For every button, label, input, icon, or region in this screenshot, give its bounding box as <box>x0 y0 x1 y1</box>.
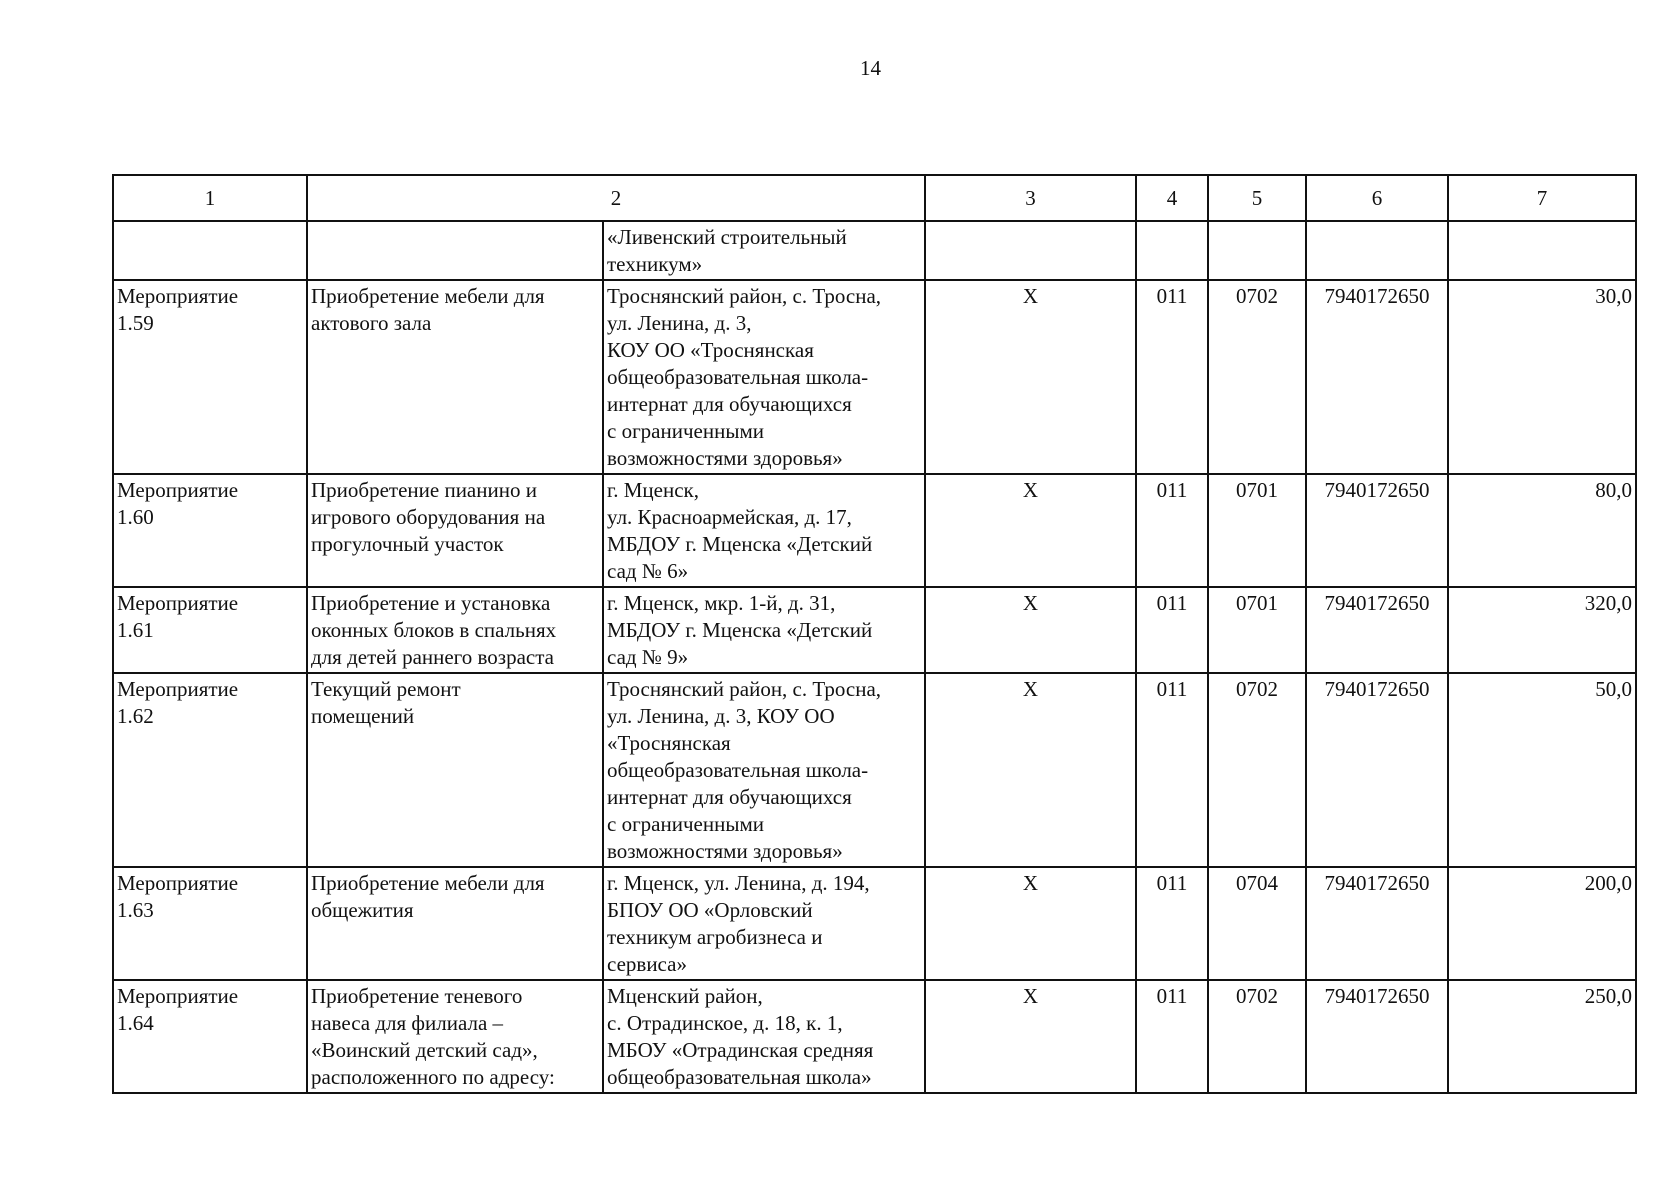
address-line: техникум» <box>607 252 703 276</box>
column-3-cell <box>925 221 1136 280</box>
table-row <box>113 474 1636 587</box>
address-cell <box>603 280 925 474</box>
address-line: общеобразовательная школа- <box>607 758 869 782</box>
column-3-cell: X <box>925 587 1136 673</box>
table-row <box>113 280 1636 474</box>
column-3-cell: X <box>925 474 1136 587</box>
measure-description-line: общежития <box>311 898 414 922</box>
address-line: с ограниченными <box>607 419 764 443</box>
column-3-cell: X <box>925 673 1136 867</box>
measure-description-line: для детей раннего возраста <box>311 645 554 669</box>
measure-description-cell <box>307 474 603 587</box>
measure-description-line: актового зала <box>311 311 432 335</box>
table-row <box>113 221 1636 280</box>
address-line: Троснянский район, с. Тросна, <box>607 284 882 308</box>
target-article-cell <box>1306 221 1448 280</box>
header-row <box>113 175 1636 221</box>
measure-id-line: Мероприятие <box>117 478 239 502</box>
amount-cell <box>1448 221 1636 280</box>
measure-description-cell <box>307 980 603 1093</box>
target-article-cell: 7940172650 <box>1306 280 1448 474</box>
address-cell <box>603 474 925 587</box>
ministry-code-cell: 011 <box>1136 587 1208 673</box>
section-code-cell: 0701 <box>1208 474 1306 587</box>
amount-cell: 30,0 <box>1448 280 1636 474</box>
section-code-cell: 0702 <box>1208 980 1306 1093</box>
measure-description-line: навеса для филиала – <box>311 1011 504 1035</box>
address-line: возможностями здоровья» <box>607 839 843 863</box>
column-3-cell: X <box>925 980 1136 1093</box>
measure-id-line: Мероприятие <box>117 591 239 615</box>
address-line: «Ливенский строительный <box>607 225 847 249</box>
measure-id-line: 1.62 <box>117 704 154 728</box>
address-line: ул. Ленина, д. 3, КОУ ОО <box>607 704 835 728</box>
ministry-code-cell: 011 <box>1136 474 1208 587</box>
amount-cell: 250,0 <box>1448 980 1636 1093</box>
header-cell-7: 7 <box>1448 175 1636 221</box>
measure-id-line: 1.59 <box>117 311 154 335</box>
address-line: МБДОУ г. Мценска «Детский <box>607 532 873 556</box>
table-row <box>113 867 1636 980</box>
header-cell-1: 1 <box>113 175 307 221</box>
measure-id-line: 1.64 <box>117 1011 154 1035</box>
target-article-cell: 7940172650 <box>1306 474 1448 587</box>
address-line: Троснянский район, с. Тросна, <box>607 677 882 701</box>
address-line: сад № 6» <box>607 559 689 583</box>
measure-description-line: прогулочный участок <box>311 532 504 556</box>
table-row <box>113 673 1636 867</box>
address-line: БПОУ ОО «Орловский <box>607 898 813 922</box>
measure-id-line: Мероприятие <box>117 284 239 308</box>
address-line: г. Мценск, мкр. 1-й, д. 31, <box>607 591 836 615</box>
measure-description-cell <box>307 867 603 980</box>
measure-description-cell <box>307 221 603 280</box>
measure-id-line: Мероприятие <box>117 677 239 701</box>
header-cell-5: 5 <box>1208 175 1306 221</box>
address-cell <box>603 867 925 980</box>
address-line: интернат для обучающихся <box>607 785 852 809</box>
target-article-cell: 7940172650 <box>1306 867 1448 980</box>
address-line: с. Отрадинское, д. 18, к. 1, <box>607 1011 843 1035</box>
measure-description-cell <box>307 280 603 474</box>
address-line: общеобразовательная школа» <box>607 1065 872 1089</box>
amount-cell: 320,0 <box>1448 587 1636 673</box>
ministry-code-cell: 011 <box>1136 867 1208 980</box>
header-cell-6: 6 <box>1306 175 1448 221</box>
section-code-cell: 0702 <box>1208 280 1306 474</box>
address-line: ул. Красноармейская, д. 17, <box>607 505 852 529</box>
ministry-code-cell: 011 <box>1136 980 1208 1093</box>
measure-description-line: игрового оборудования на <box>311 505 546 529</box>
address-line: г. Мценск, ул. Ленина, д. 194, <box>607 871 870 895</box>
measure-id-cell <box>113 280 307 474</box>
table-body <box>113 221 1636 1093</box>
measure-id-cell <box>113 980 307 1093</box>
address-line: сервиса» <box>607 952 687 976</box>
target-article-cell: 7940172650 <box>1306 673 1448 867</box>
measure-description-line: Приобретение и установка <box>311 591 551 615</box>
address-line: МБОУ «Отрадинская средняя <box>607 1038 874 1062</box>
section-code-cell: 0702 <box>1208 673 1306 867</box>
address-cell <box>603 221 925 280</box>
measure-id-line: Мероприятие <box>117 984 239 1008</box>
measure-id-line: 1.60 <box>117 505 154 529</box>
measure-id-cell <box>113 673 307 867</box>
address-line: «Троснянская <box>607 731 731 755</box>
address-line: МБДОУ г. Мценска «Детский <box>607 618 873 642</box>
measure-id-line: Мероприятие <box>117 871 239 895</box>
column-3-cell: X <box>925 280 1136 474</box>
address-line: общеобразовательная школа- <box>607 365 869 389</box>
measure-description-line: «Воинский детский сад», <box>311 1038 538 1062</box>
address-line: с ограниченными <box>607 812 764 836</box>
measure-description-line: Приобретение теневого <box>311 984 523 1008</box>
measure-id-cell <box>113 221 307 280</box>
measure-id-line: 1.61 <box>117 618 154 642</box>
amount-cell: 50,0 <box>1448 673 1636 867</box>
measure-description-line: Приобретение мебели для <box>311 871 545 895</box>
header-cell-2: 2 <box>307 175 925 221</box>
address-cell <box>603 587 925 673</box>
address-line: КОУ ОО «Троснянская <box>607 338 814 362</box>
ministry-code-cell <box>1136 221 1208 280</box>
measure-id-cell <box>113 867 307 980</box>
measure-id-line: 1.63 <box>117 898 154 922</box>
measure-description-line: Приобретение пианино и <box>311 478 537 502</box>
measure-description-cell <box>307 673 603 867</box>
measure-description-line: Приобретение мебели для <box>311 284 545 308</box>
budget-table <box>112 174 1637 1094</box>
target-article-cell: 7940172650 <box>1306 587 1448 673</box>
address-line: возможностями здоровья» <box>607 446 843 470</box>
measure-description-line: расположенного по адресу: <box>311 1065 555 1089</box>
section-code-cell <box>1208 221 1306 280</box>
measure-description-line: помещений <box>311 704 415 728</box>
address-line: интернат для обучающихся <box>607 392 852 416</box>
header-cell-4: 4 <box>1136 175 1208 221</box>
measure-description-cell <box>307 587 603 673</box>
amount-cell: 80,0 <box>1448 474 1636 587</box>
header-cell-3: 3 <box>925 175 1136 221</box>
address-line: сад № 9» <box>607 645 689 669</box>
address-line: ул. Ленина, д. 3, <box>607 311 752 335</box>
address-cell <box>603 673 925 867</box>
target-article-cell: 7940172650 <box>1306 980 1448 1093</box>
page-number: 14 <box>860 56 881 80</box>
section-code-cell: 0704 <box>1208 867 1306 980</box>
column-3-cell: X <box>925 867 1136 980</box>
ministry-code-cell: 011 <box>1136 673 1208 867</box>
ministry-code-cell: 011 <box>1136 280 1208 474</box>
measure-id-cell <box>113 474 307 587</box>
measure-description-line: Текущий ремонт <box>311 677 461 701</box>
table-row <box>113 980 1636 1093</box>
address-cell <box>603 980 925 1093</box>
measure-description-line: оконных блоков в спальнях <box>311 618 557 642</box>
section-code-cell: 0701 <box>1208 587 1306 673</box>
address-line: г. Мценск, <box>607 478 699 502</box>
table-row <box>113 587 1636 673</box>
address-line: Мценский район, <box>607 984 763 1008</box>
amount-cell: 200,0 <box>1448 867 1636 980</box>
measure-id-cell <box>113 587 307 673</box>
address-line: техникум агробизнеса и <box>607 925 823 949</box>
